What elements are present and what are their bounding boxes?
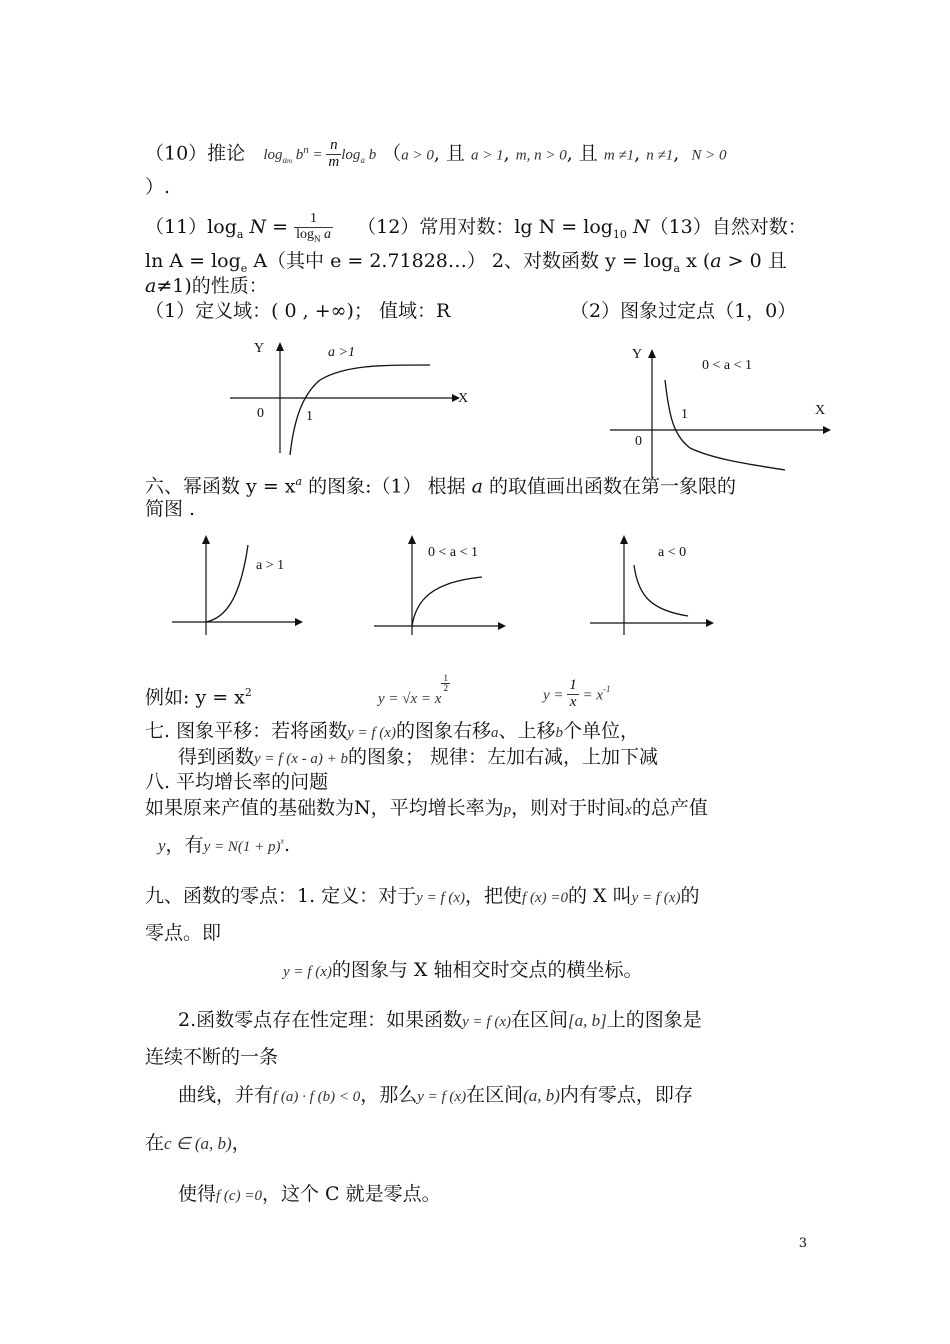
log-formulas-11-13: $(11)\log_a$ N = $\frac{1}{\log_N a}$ （12）常用对数：$\lg N = \log_{10} N(13)$自然对数： bbox=[145, 211, 807, 244]
one-label: 1 bbox=[306, 409, 313, 424]
section-6-power-function: 六、幂函数 $y = x^a$ 的图象:（1） 根据 a 的取值画出函数在第一象限的 bbox=[145, 475, 737, 498]
x-label: X bbox=[815, 403, 826, 418]
section-8-line2: y，有$y = N(1 + p)^x$. bbox=[158, 834, 291, 856]
theorem-line5: 使得f (c) =0，这个 C 就是零点。 bbox=[178, 1183, 441, 1205]
origin-label: 0 bbox=[635, 434, 642, 449]
example-sqrt: y = √x = x $\frac{1}{2}$ bbox=[378, 673, 448, 707]
condition-label: a >1 bbox=[328, 345, 355, 360]
corollary-10: （10）推论 $\log_{am} b^n$ = $\frac{n}{m}$ $\log_a b$ （a > 0, 且 a > 1, m, n > 0, 且 m ≠1, n ≠1, N > 0 bbox=[145, 137, 727, 170]
example-reciprocal: y = $\frac{1}{x}$ = $x^{-1}$ bbox=[543, 677, 611, 710]
theorem-line2: 连续不断的一条 bbox=[145, 1046, 279, 1068]
condition-label: a > 1 bbox=[256, 558, 285, 573]
section-9-zero-definition: 九、函数的零点：1. 定义：对于y = f (x)，把使f (x) =0的 X 叫y = f (x)的 bbox=[145, 885, 700, 907]
zero-existence-theorem: 2.函数零点存在性定理：如果函数y = f (x)在区间[a, b]上的图象是 bbox=[178, 1009, 702, 1031]
x-axis-arrow bbox=[706, 619, 714, 627]
fraction-1-over-x: $\frac{1}{x}$ bbox=[569, 677, 577, 710]
origin-label: 0 bbox=[257, 406, 264, 421]
power-graph-a-lt-0 bbox=[588, 530, 728, 640]
section-9-line3: y = f (x)的图象与 X 轴相交时交点的横坐标。 bbox=[283, 959, 643, 981]
power-curve bbox=[206, 545, 248, 622]
section-8-line1: 如果原来产值的基础数为N，平均增长率为p，则对于时间x的总产值 bbox=[145, 797, 708, 819]
y-axis-arrow bbox=[276, 342, 284, 351]
y-axis-arrow bbox=[202, 535, 210, 544]
x-axis-arrow bbox=[498, 622, 506, 630]
x-axis-arrow bbox=[295, 618, 303, 626]
section-7-translation: 七. 图象平移：若将函数y = f (x)的图象右移a、上移b个单位， bbox=[145, 720, 639, 742]
power-curve bbox=[634, 565, 688, 616]
exponent-half: $\frac{1}{2}$ bbox=[443, 673, 448, 694]
domain-range: （1）定义域：( 0 , +∞)； 值域：R bbox=[145, 300, 451, 322]
theorem-line4: 在c ∈ (a, b)， bbox=[145, 1132, 251, 1154]
fixed-point: （2）图象过定点（1，0） bbox=[570, 300, 797, 322]
y-label: Y bbox=[632, 347, 643, 362]
power-curve bbox=[412, 577, 482, 626]
x-label: X bbox=[458, 391, 469, 406]
condition-label: 0 < a < 1 bbox=[702, 358, 753, 373]
condition-label: a < 0 bbox=[658, 545, 687, 560]
natural-log-line: $\ln A = \log_e A$（其中 e = 2.71828…） 2、对数函数 $y = \log_a x$ (a > 0 且 bbox=[145, 250, 787, 275]
power-graph-0-lt-a-lt-1 bbox=[372, 530, 512, 640]
corollary-10-close: ）. bbox=[145, 176, 171, 198]
log-graph-a-gt-1 bbox=[220, 335, 480, 465]
y-axis-arrow bbox=[408, 535, 416, 544]
x-axis-arrow bbox=[823, 426, 831, 434]
page-number: 3 bbox=[798, 1236, 807, 1251]
theorem-line3: 曲线，并有f (a) · f (b) < 0，那么y = f (x)在区间(a, b)内有零点，即存 bbox=[178, 1084, 693, 1106]
one-label: 1 bbox=[681, 407, 688, 422]
fraction-1-over-logNa: $\frac{1}{\log_N a}$ bbox=[296, 211, 331, 244]
y-axis-arrow bbox=[648, 349, 656, 358]
examples-line: 例如: $y = x^2$ bbox=[145, 686, 252, 709]
section-9-line2: 零点。即 bbox=[145, 922, 222, 944]
section-8-title: 八. 平均增长率的问题 bbox=[145, 771, 329, 793]
log-graph-0-lt-a-lt-1 bbox=[605, 340, 845, 480]
log-curve bbox=[665, 380, 785, 470]
log-function-properties: a≠1)的性质： bbox=[145, 275, 268, 297]
section-6-line2: 简图 . bbox=[145, 498, 196, 520]
power-graph-a-gt-1 bbox=[170, 530, 310, 640]
y-axis-arrow bbox=[620, 535, 628, 544]
y-label: Y bbox=[254, 341, 265, 356]
condition-label: 0 < a < 1 bbox=[428, 545, 479, 560]
fraction-n-over-m: $\frac{n}{m}$ bbox=[328, 137, 340, 170]
section-7-line2: 得到函数y = f (x - a) + b的图象； 规律：左加右减，上加下减 bbox=[178, 746, 659, 768]
